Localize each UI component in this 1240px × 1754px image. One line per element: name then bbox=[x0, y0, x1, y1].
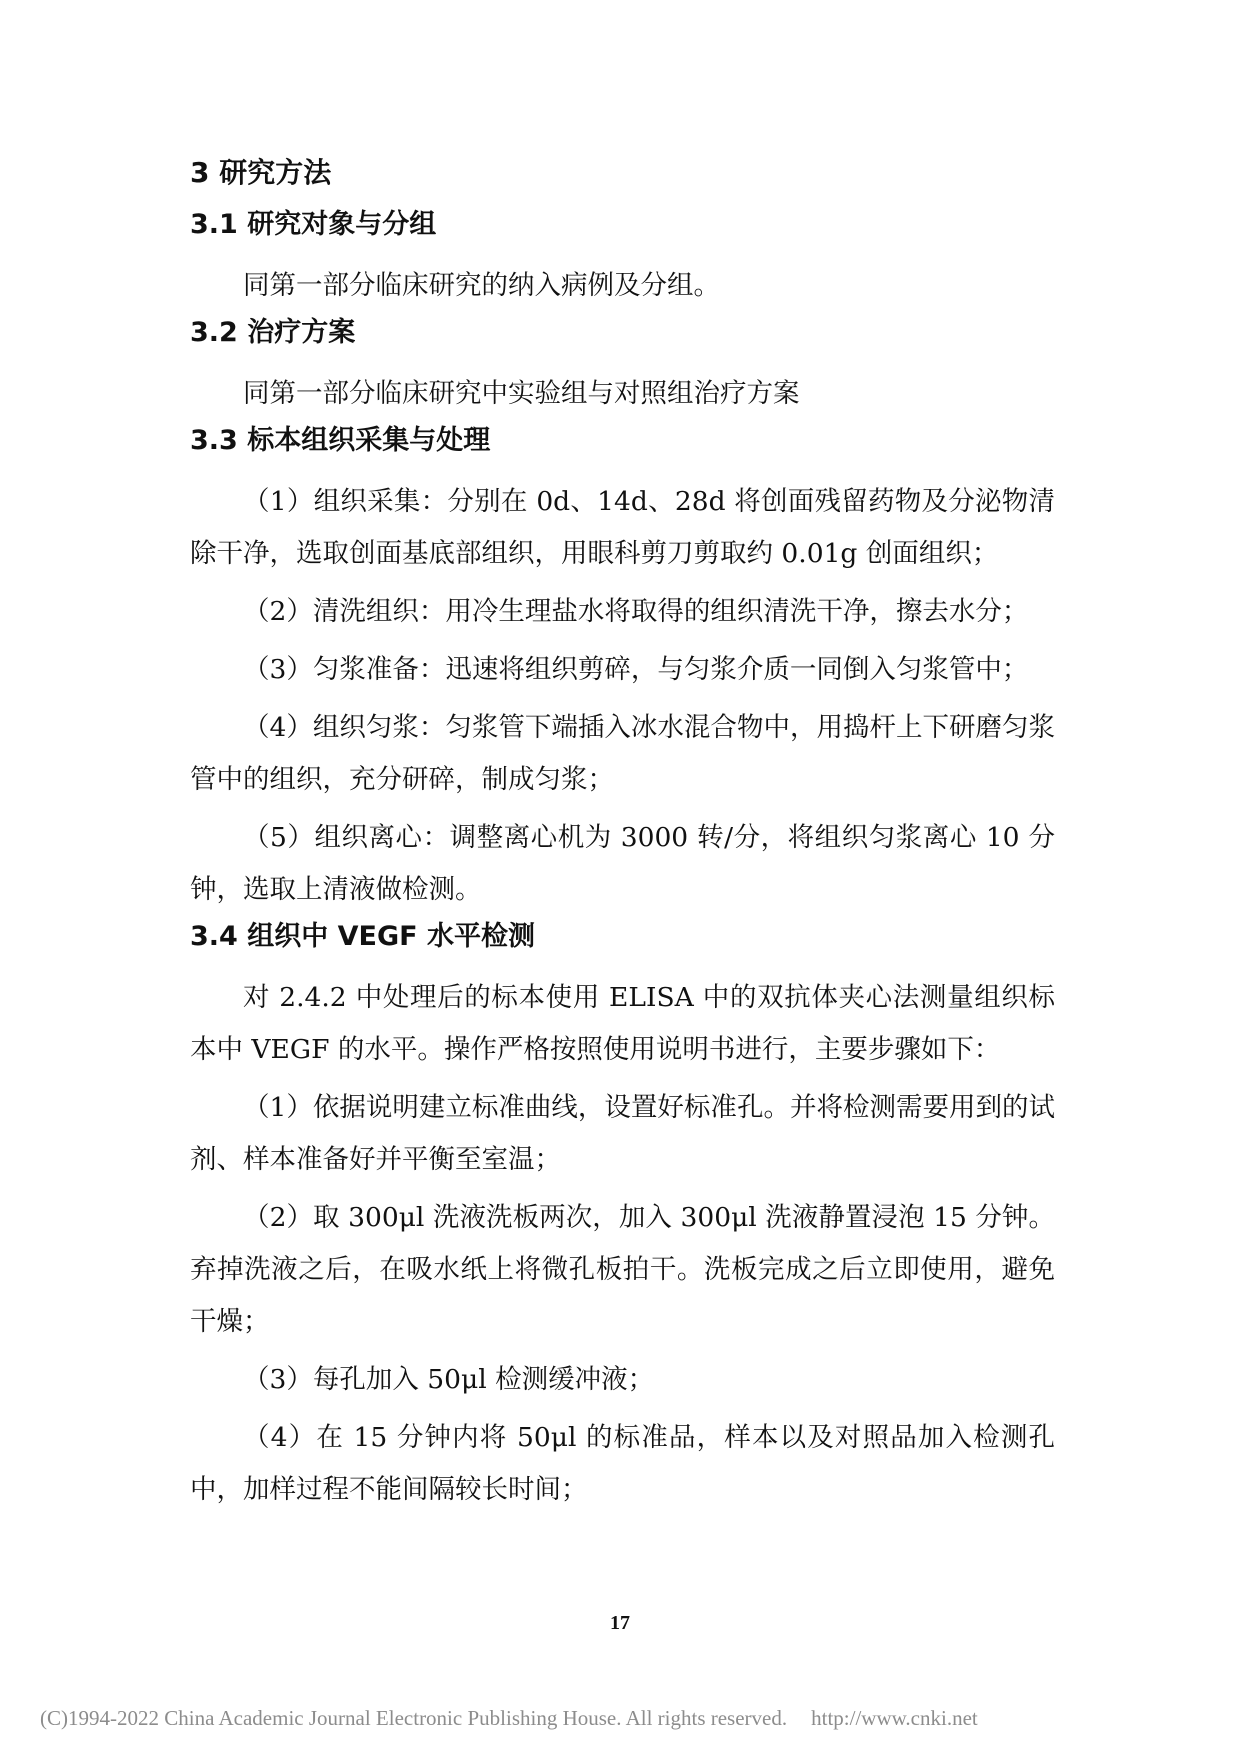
page-number: 17 bbox=[610, 1612, 630, 1634]
section-3-4-intro: 对 2.4.2 中处理后的标本使用 ELISA 中的双抗体夹心法测量组织标本中 VEGF 的水平。操作严格按照使用说明书进行，主要步骤如下： bbox=[190, 982, 1055, 1065]
section-3-4-heading: 3.4 组织中 VEGF 水平检测 bbox=[190, 921, 535, 952]
section-3-heading: 3 研究方法 bbox=[190, 156, 332, 189]
section-3-2-heading: 3.2 治疗方案 bbox=[190, 317, 356, 348]
section-3-1-paragraph: 同第一部分临床研究的纳入病例及分组。 bbox=[243, 270, 720, 301]
section-3-3-step-3: （3）匀浆准备：迅速将组织剪碎，与匀浆介质一同倒入匀浆管中； bbox=[243, 654, 1029, 685]
section-3-3-step-4: （4）组织匀浆：匀浆管下端插入冰水混合物中，用捣杆上下研磨匀浆管中的组织，充分研碎，制成匀浆； bbox=[190, 712, 1055, 795]
section-3-3-step-5: （5）组织离心：调整离心机为 3000 转/分，将组织匀浆离心 10 分钟，选取上清液做检测。 bbox=[190, 822, 1055, 905]
section-3-3-step-2: （2）清洗组织：用冷生理盐水将取得的组织清洗干净，擦去水分； bbox=[243, 596, 1029, 627]
page-content bbox=[190, 158, 1055, 1522]
footer-copyright: (C)1994-2022 China Academic Journal Electronic Publishing House. All rights reserved. bbox=[40, 1706, 788, 1730]
footer bbox=[40, 1706, 1200, 1731]
section-3-4-step-1: （1）依据说明建立标准曲线，设置好标准孔。并将检测需要用到的试剂、样本准备好并平衡至室温； bbox=[190, 1092, 1055, 1175]
section-3-4-step-2: （2）取 300μl 洗液洗板两次，加入 300μl 洗液静置浸泡 15 分钟。弃掉洗液之后，在吸水纸上将微孔板拍干。洗板完成之后立即使用，避免干燥； bbox=[190, 1202, 1055, 1337]
section-3-1-heading: 3.1 研究对象与分组 bbox=[190, 209, 437, 240]
section-3-3-heading: 3.3 标本组织采集与处理 bbox=[190, 425, 491, 456]
section-3-2-paragraph: 同第一部分临床研究中实验组与对照组治疗方案 bbox=[243, 378, 800, 409]
section-3-3-step-1: （1）组织采集：分别在 0d、14d、28d 将创面残留药物及分泌物清除干净，选取创面基底部组织，用眼科剪刀剪取约 0.01g 创面组织； bbox=[190, 486, 1055, 569]
section-3-4-step-4: （4）在 15 分钟内将 50μl 的标准品，样本以及对照品加入检测孔中，加样过程不能间隔较长时间； bbox=[190, 1422, 1055, 1505]
section-3-4-step-3: （3）每孔加入 50μl 检测缓冲液； bbox=[243, 1364, 655, 1395]
footer-url[interactable]: http://www.cnki.net bbox=[811, 1706, 978, 1730]
